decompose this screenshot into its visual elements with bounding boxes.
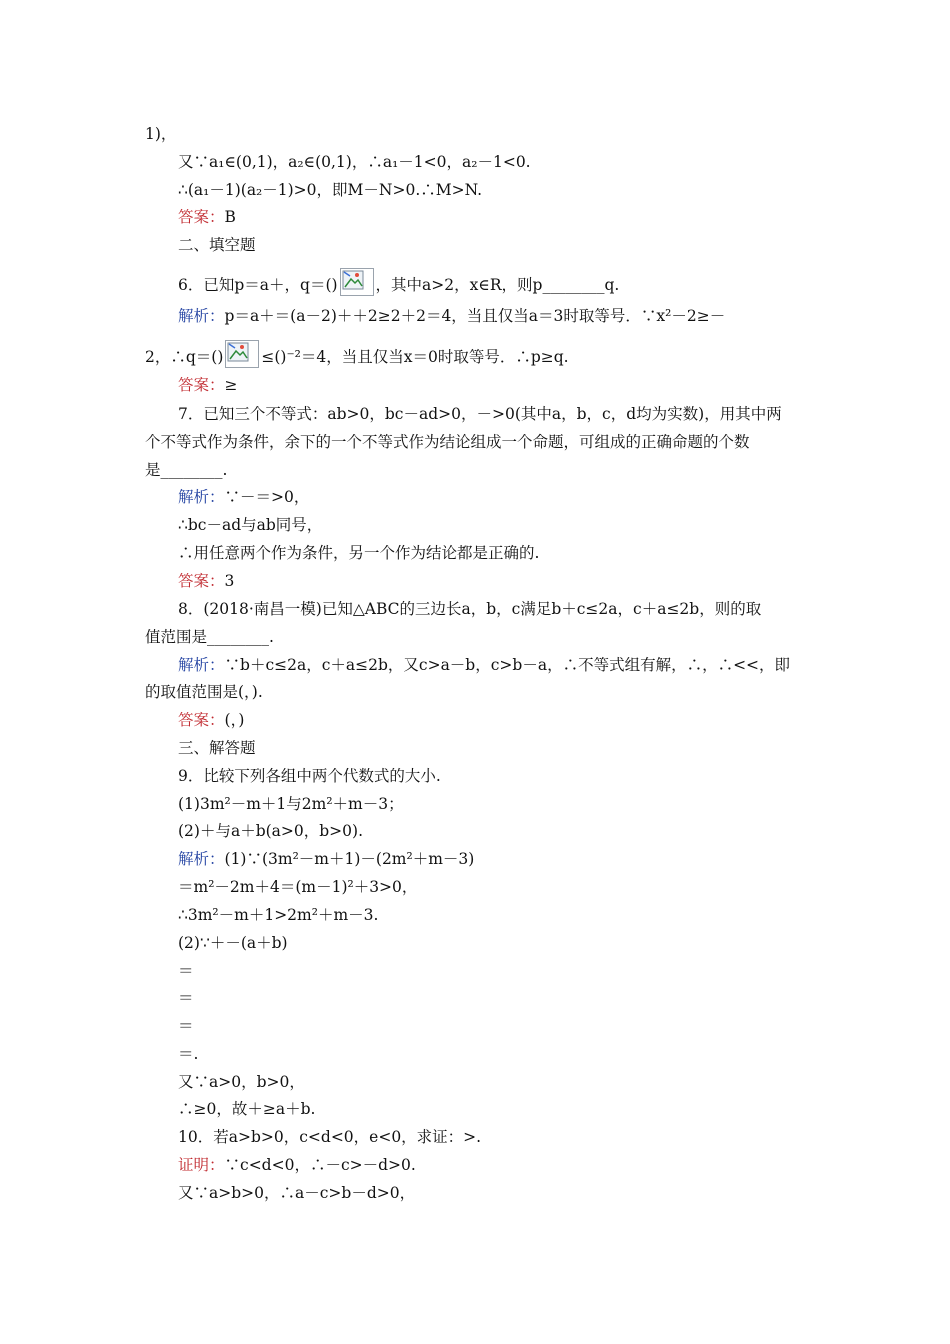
analysis-8-line-1	[178, 655, 805, 675]
proof-text: ∵c<d<0，∴－c>－d>0.	[224, 1156, 416, 1174]
analysis-9-line-9: 又∵a>0，b>0，	[178, 1073, 305, 1091]
question-10: 10．若a>b>0，c<d<0，e<0，求证：>.	[178, 1128, 482, 1146]
analysis-6-text-b: ≤()⁻²＝4，当且仅当x＝0时取等号．∴p≥q.	[261, 348, 569, 366]
analysis-label: 解析：	[178, 488, 225, 506]
answer-line-7	[178, 571, 234, 591]
analysis-6-line-1	[178, 306, 805, 326]
analysis-9-line-7: ＝	[178, 1017, 194, 1035]
answer-line-5	[178, 207, 236, 227]
answer-value: 3	[224, 572, 235, 590]
analysis-6-line-2	[145, 340, 569, 368]
analysis-7-line-2: ∴bc－ad与ab同号，	[178, 516, 323, 534]
question-9-part-2: (2)＋与a＋b(a>0，b>0).	[178, 822, 364, 840]
answer-label: 答案：	[178, 208, 225, 226]
proof-10-line-2: 又∵a>b>0，∴a－c>b－d>0，	[178, 1184, 416, 1202]
analysis-label: 解析：	[178, 307, 225, 325]
analysis-9-line-10: ∴≥0，故＋≥a＋b.	[178, 1100, 316, 1118]
analysis-7-line-3: ∴用任意两个作为条件，另一个作为结论都是正确的.	[178, 544, 540, 562]
analysis-9-line-5: ＝	[178, 962, 194, 980]
question-8-line-1: 8．(2018·南昌一模)已知△ABC的三边长a，b，c满足b＋c≤2a，c＋a≤2b，则的取	[178, 600, 762, 618]
analysis-9-line-8: ＝.	[178, 1045, 199, 1063]
analysis-9-line-4: (2)∵＋－(a＋b)	[178, 934, 288, 952]
analysis-7-line-1	[178, 487, 309, 507]
question-7-line-3: 是________.	[145, 461, 228, 479]
analysis-9-line-1	[178, 849, 474, 869]
question-7-line-2: 个不等式作为条件，余下的一个不等式作为结论组成一个命题，可组成的正确命题的个数	[145, 433, 750, 451]
analysis-9-line-3: ∴3m²－m＋1>2m²＋m－3.	[178, 906, 379, 924]
answer-line-8	[178, 710, 244, 730]
question-6-text-a: 6．已知p＝a＋，q＝()	[178, 276, 338, 294]
analysis-9-line-6: ＝	[178, 989, 194, 1007]
analysis-text: p＝a＋＝(a－2)＋＋2≥2＋2＝4，当且仅当a＝3时取等号．∵x²－2≥－	[224, 307, 726, 325]
analysis-6-text-a: 2，∴q＝()	[145, 348, 224, 366]
analysis-label: 解析：	[178, 850, 225, 868]
analysis-text: (1)∵(3m²－m＋1)－(2m²＋m－3)	[224, 850, 475, 868]
answer-value: B	[224, 208, 236, 226]
question-9: 9．比较下列各组中两个代数式的大小.	[178, 767, 441, 785]
question-6	[178, 268, 619, 296]
question-7-line-1: 7．已知三个不等式：ab>0，bc－ad>0，－>0(其中a，b，c，d均为实数)，用其中两	[178, 405, 782, 423]
section-heading-solve: 三、解答题	[178, 739, 256, 757]
answer-line-6	[178, 375, 238, 395]
answer-value: (，)	[224, 711, 245, 729]
line-2: 又∵a₁∈(0,1)，a₂∈(0,1)，∴a₁－1<0，a₂－1<0.	[178, 153, 531, 171]
line-1: 1)，	[145, 125, 177, 143]
analysis-label: 解析：	[178, 656, 225, 674]
proof-10-line-1	[178, 1155, 416, 1175]
analysis-text: ∵b＋c≤2a，c＋a≤2b，又c>a－b，c>b－a，∴不等式组有解，∴，∴<<，即	[224, 656, 791, 674]
proof-label: 证明：	[178, 1156, 225, 1174]
question-9-part-1: (1)3m²－m＋1与2m²＋m－3；	[178, 795, 404, 813]
analysis-text: ∵－＝>0，	[224, 488, 310, 506]
answer-label: 答案：	[178, 376, 225, 394]
analysis-9-line-2: ＝m²－2m＋4＝(m－1)²＋3>0，	[178, 878, 418, 896]
broken-image-icon	[340, 268, 374, 296]
broken-image-icon	[225, 340, 259, 368]
answer-label: 答案：	[178, 711, 225, 729]
section-heading-fill-blank: 二、填空题	[178, 236, 256, 254]
answer-value: ≥	[224, 376, 238, 394]
question-6-text-b: ，其中a>2，x∈R，则p________q.	[375, 276, 620, 294]
question-8-line-2: 值范围是________.	[145, 628, 274, 646]
answer-label: 答案：	[178, 572, 225, 590]
line-3: ∴(a₁－1)(a₂－1)>0，即M－N>0.∴M>N.	[178, 181, 483, 199]
analysis-8-line-2: 的取值范围是(，).	[145, 683, 263, 701]
